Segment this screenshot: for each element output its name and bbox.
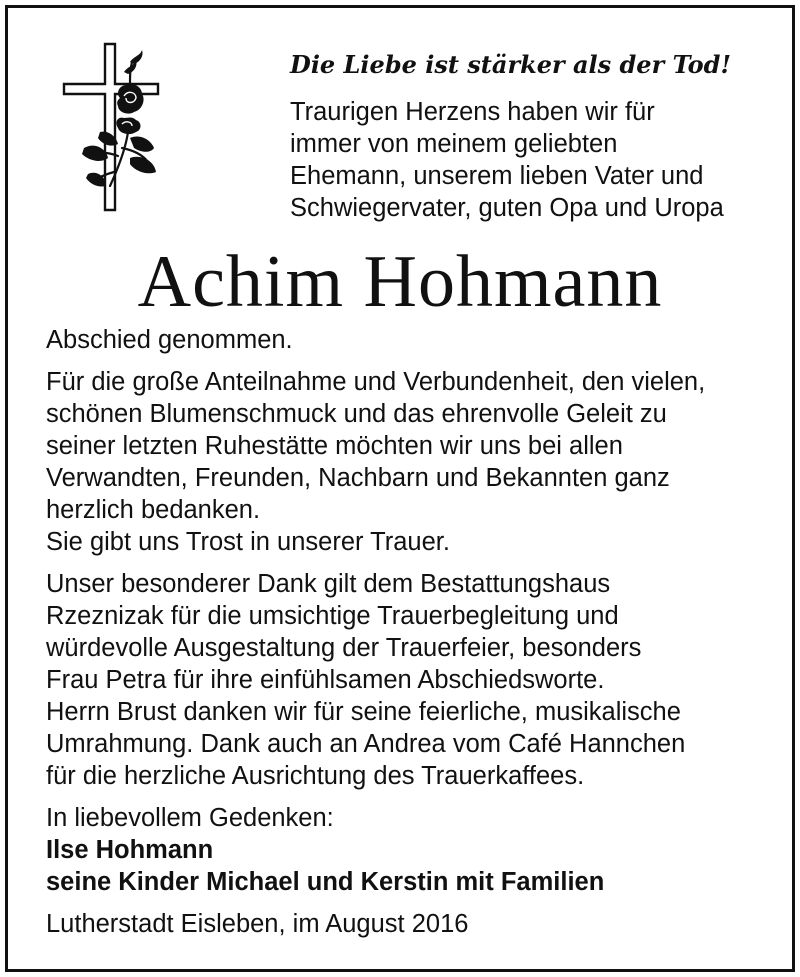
special-thanks-line: Unser besonderer Dank gilt dem Bestattungshaus [46, 570, 611, 598]
intro-line: Traurigen Herzens haben wir für [290, 98, 655, 126]
thanks-line: Sie gibt uns Trost in unserer Trauer. [46, 528, 450, 556]
special-thanks-line: Herrn Brust danken wir für seine feierliche, musikalische [46, 698, 681, 726]
thanks-line: Für die große Anteilnahme und Verbundenheit, den vielen, [46, 368, 706, 396]
obituary-notice [5, 5, 795, 972]
deceased-name: Achim Hohmann [137, 241, 663, 323]
special-thanks-line: Frau Petra für ihre einfühlsamen Abschiedsworte. [46, 666, 605, 694]
intro-text [290, 96, 770, 224]
thanks-line: seiner letzten Ruhestätte möchten wir uns bei allen [46, 432, 623, 460]
thanks-line: Verwandten, Freunden, Nachbarn und Bekannten ganz [46, 464, 670, 492]
mourner-name: Ilse Hohmann [46, 836, 214, 864]
obituary-body [46, 324, 786, 940]
intro-line: immer von meinem geliebten [290, 130, 618, 158]
remembrance-line: In liebevollem Gedenken: [46, 804, 334, 832]
place-date: Lutherstadt Eisleben, im August 2016 [46, 910, 469, 938]
cross-with-rose-icon [58, 36, 168, 216]
thanks-line: schönen Blumenschmuck und das ehrenvolle Geleit zu [46, 400, 667, 428]
motto: Die Liebe ist stärker als der Tod! [290, 50, 731, 79]
intro-line: Ehemann, unserem lieben Vater und [290, 162, 704, 190]
mourner-name: seine Kinder Michael und Kerstin mit Familien [46, 868, 605, 896]
special-thanks-line: würdevolle Ausgestaltung der Trauerfeier, besonders [46, 634, 642, 662]
farewell-line: Abschied genommen. [46, 326, 293, 354]
special-thanks-line: Umrahmung. Dank auch an Andrea vom Café Hannchen [46, 730, 686, 758]
special-thanks-line: Rzeznizak für die umsichtige Trauerbegleitung und [46, 602, 619, 630]
intro-line: Schwiegervater, guten Opa und Uropa [290, 194, 724, 222]
thanks-line: herzlich bedanken. [46, 496, 261, 524]
special-thanks-line: für die herzliche Ausrichtung des Trauerkaffees. [46, 762, 585, 790]
